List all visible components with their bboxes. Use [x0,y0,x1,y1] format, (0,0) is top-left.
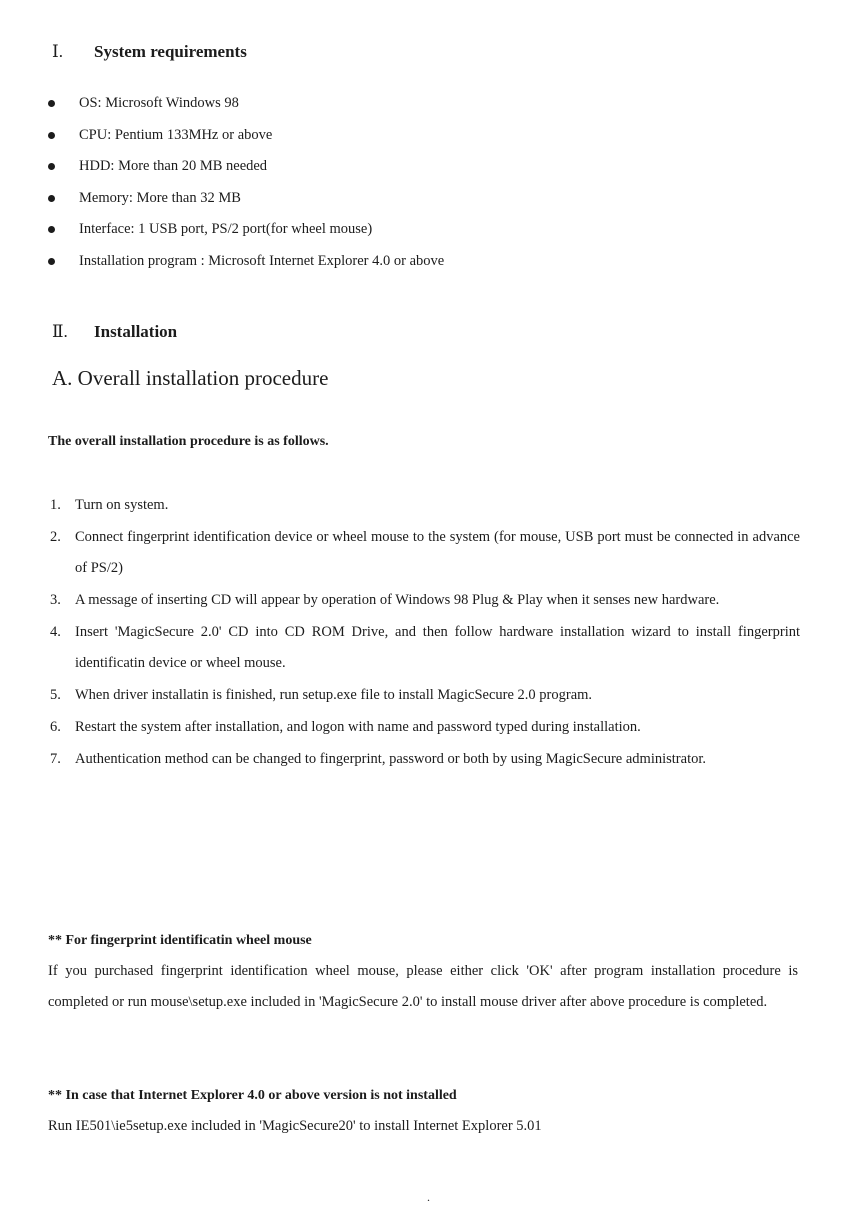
intro-text: The overall installation procedure is as follows. [48,434,329,449]
step-text: Connect fingerprint identification device or wheel mouse to the system (for mouse, USB port must be connected in advance of PS/2) [75,529,800,576]
list-item [48,151,444,183]
step-number: 5. [50,687,61,703]
note-internet-explorer [48,1080,798,1142]
step-item [50,712,800,743]
step-number: 3. [50,592,61,608]
bullet-icon [48,132,55,139]
step-item [50,744,800,775]
bullet-icon [48,163,55,170]
bullet-icon [48,195,55,202]
step-item [50,680,800,711]
installation-steps [50,490,800,775]
step-text: Insert 'MagicSecure 2.0' CD into CD ROM Drive, and then follow hardware installation wizard to install fingerprint identificatin device or wheel mouse. [75,624,800,671]
note-wheel-mouse [48,925,798,1018]
step-item [50,522,800,584]
requirement-os: OS: Microsoft Windows 98 [79,95,239,112]
requirements-list [48,88,444,277]
section-number: Ⅱ. [52,322,68,341]
step-number: 1. [50,497,61,513]
step-number: 4. [50,624,61,640]
note-title: ** In case that Internet Explorer 4.0 or above version is not installed [48,1088,457,1103]
bullet-icon [48,100,55,107]
step-text: Authentication method can be changed to fingerprint, password or both by using MagicSecure administrator. [75,751,706,767]
note-body: If you purchased fingerprint identification wheel mouse, please either click 'OK' after program installation procedure is completed or run mouse\setup.exe included in 'MagicSecure 2.0' to install mouse driver after above procedure is completed. [48,963,798,1010]
list-item [48,246,444,278]
list-item [48,120,444,152]
step-number: 2. [50,529,61,545]
step-item [50,490,800,521]
bullet-icon [48,226,55,233]
subsection-title: A. Overall installation procedure [52,366,329,390]
list-item [48,183,444,215]
requirement-cpu: CPU: Pentium 133MHz or above [79,126,273,143]
note-title: ** For fingerprint identificatin wheel mouse [48,933,312,948]
note-body: Run IE501\ie5setup.exe included in 'MagicSecure20' to install Internet Explorer 5.01 [48,1118,542,1134]
requirement-interface: Interface: 1 USB port, PS/2 port(for wheel mouse) [79,221,373,238]
requirement-hdd: HDD: More than 20 MB needed [79,158,268,175]
step-text: Turn on system. [75,497,169,513]
step-item [50,585,800,616]
list-item [48,88,444,120]
section-heading-installation [52,322,177,342]
bullet-icon [48,258,55,265]
section-number: Ⅰ. [52,42,63,61]
page-footer-mark: . [427,1190,430,1204]
step-number: 7. [50,751,61,767]
section-heading-system-requirements [52,42,247,62]
list-item [48,214,444,246]
requirement-memory: Memory: More than 32 MB [79,189,241,206]
step-text: A message of inserting CD will appear by operation of Windows 98 Plug & Play when it senses new hardware. [75,592,720,608]
section-title: System requirements [94,42,247,61]
step-text: Restart the system after installation, and logon with name and password typed during installation. [75,719,641,735]
step-number: 6. [50,719,61,735]
step-text: When driver installatin is finished, run setup.exe file to install MagicSecure 2.0 program. [75,687,593,703]
requirement-install-program: Installation program : Microsoft Internet Explorer 4.0 or above [79,252,445,269]
section-title: Installation [94,322,178,341]
step-item [50,617,800,679]
